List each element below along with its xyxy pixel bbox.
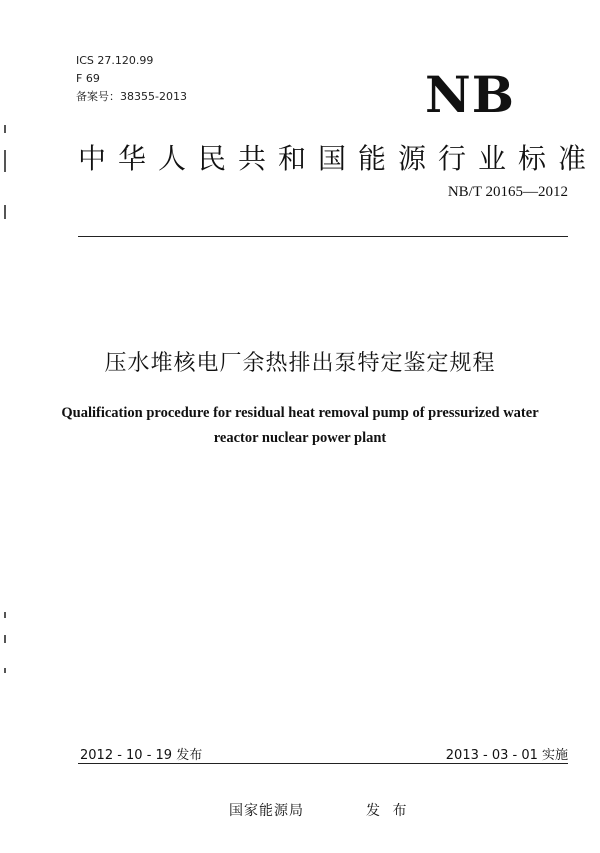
issuing-authority: 国家能源局 [229, 803, 304, 819]
publish-date: 2012 - 10 - 19 发布 [80, 748, 203, 763]
top-divider [78, 236, 568, 237]
standard-type-heading: 中华人民共和国能源行业标准 [78, 142, 599, 175]
scan-edge-mark [4, 635, 6, 643]
scan-edge-mark [4, 205, 6, 219]
implement-date: 2013 - 03 - 01 实施 [445, 748, 568, 763]
bottom-divider [78, 763, 568, 764]
scan-edge-mark [4, 612, 6, 618]
chinese-title: 压水堆核电厂余热排出泵特定鉴定规程 [104, 351, 496, 376]
classification-block [76, 52, 187, 106]
scan-edge-mark [4, 150, 6, 172]
nb-logo: NB [425, 65, 515, 124]
scan-edge-mark [4, 125, 6, 133]
english-title-line-1: Qualification procedure for residual heat removal pump of pressurized water [61, 405, 539, 421]
standard-code: NB/T 20165—2012 [447, 184, 568, 200]
english-title [40, 401, 560, 451]
ccs-code: F 69 [76, 72, 100, 85]
ics-code: ICS 27.120.99 [76, 54, 154, 67]
filing-number: 备案号：38355-2013 [76, 90, 187, 103]
scan-edge-mark [4, 668, 6, 673]
english-title-line-2: reactor nuclear power plant [213, 430, 387, 446]
issue-label: 发 布 [366, 803, 411, 819]
